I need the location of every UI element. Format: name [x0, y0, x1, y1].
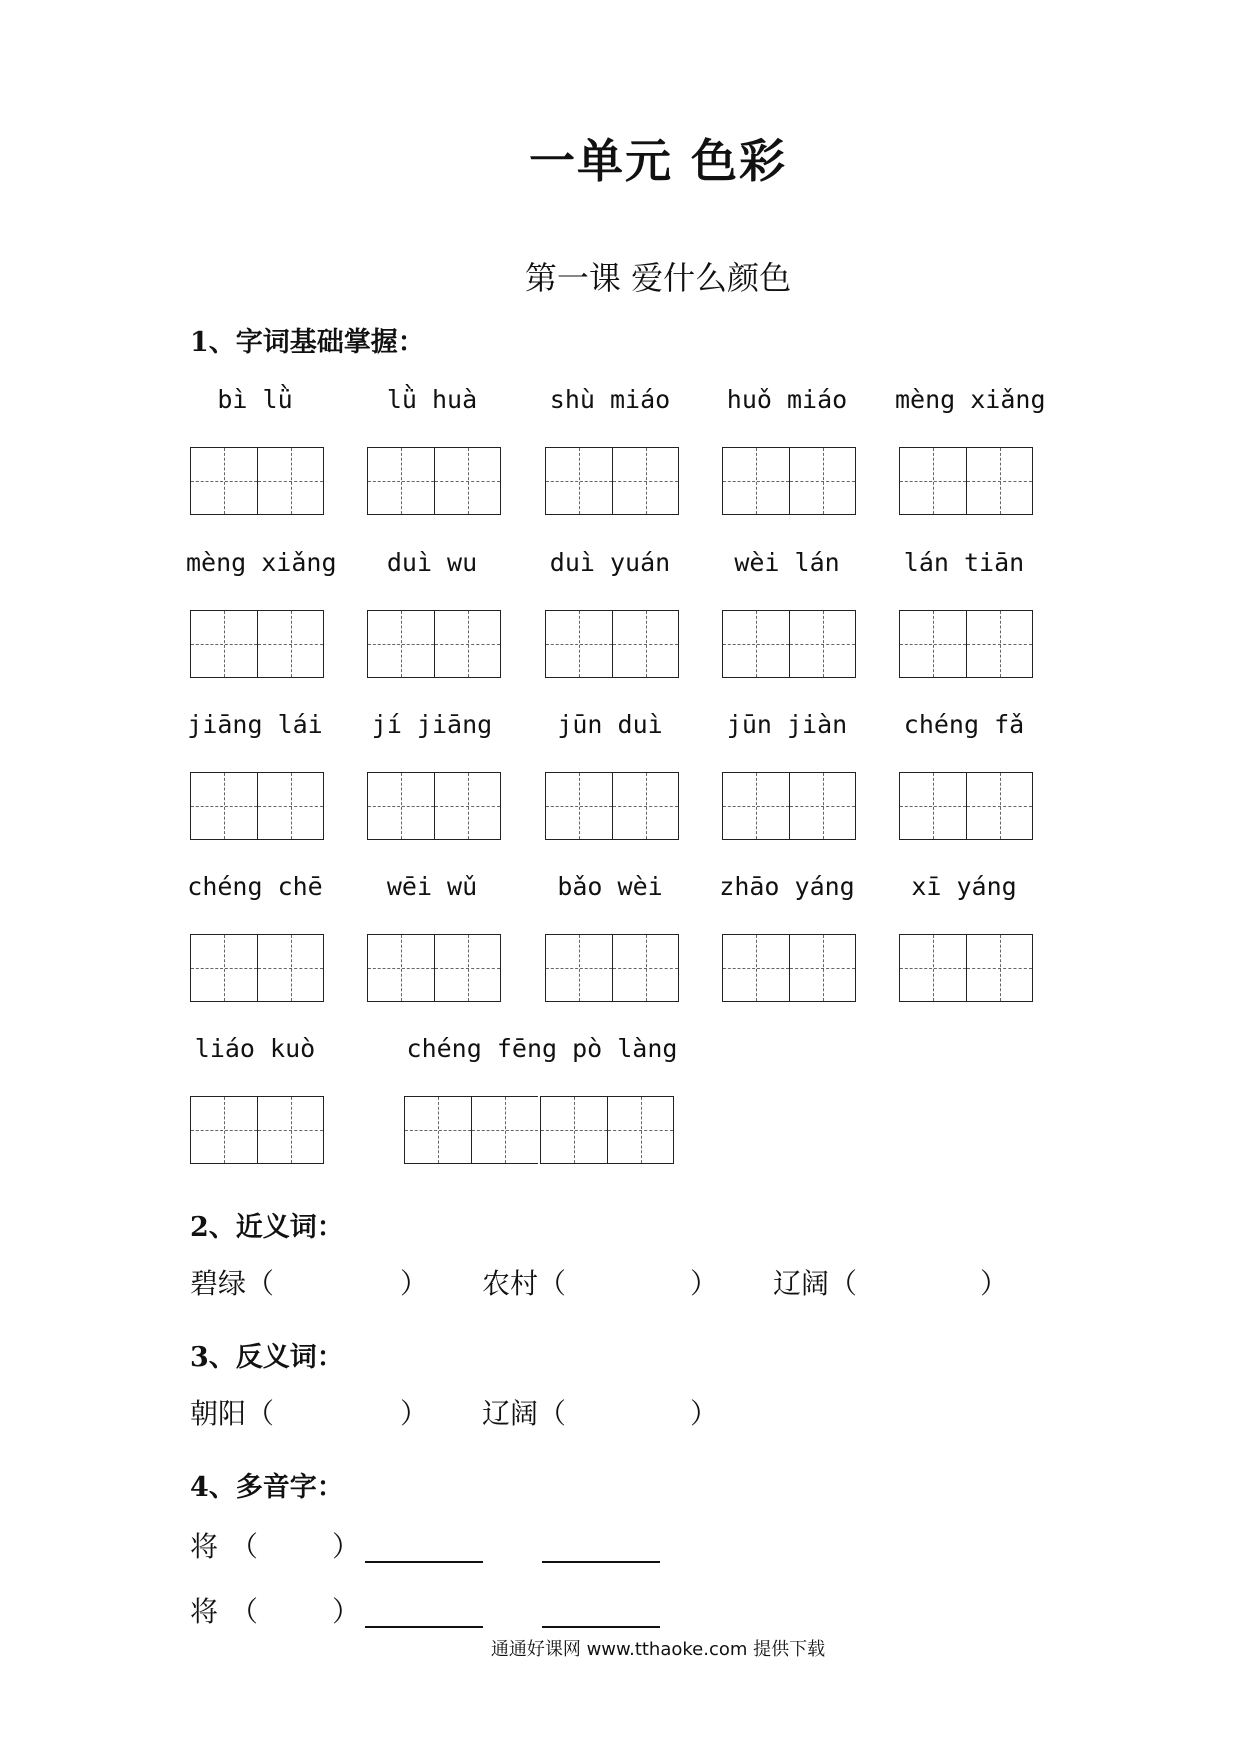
writing-cell[interactable] [722, 934, 789, 1002]
antonym-close-2: ） [690, 1397, 719, 1430]
answer-blank[interactable] [542, 1561, 660, 1563]
writing-cell[interactable] [404, 1096, 471, 1164]
writing-boxes [190, 1096, 324, 1164]
synonym-close-3: ） [980, 1267, 1009, 1300]
polyphone-char: 将 [190, 1530, 219, 1563]
writing-cell[interactable] [257, 1096, 324, 1164]
writing-boxes [190, 610, 324, 678]
vocab-pinyin: duì yuán [549, 548, 671, 577]
polyphone-open-paren: （ [230, 1595, 259, 1628]
vocab-pinyin: jí jiāng [371, 710, 493, 739]
writing-boxes [722, 610, 856, 678]
writing-cell[interactable] [966, 934, 1033, 1002]
answer-blank[interactable] [542, 1626, 660, 1628]
writing-cell[interactable] [789, 772, 856, 840]
writing-cell[interactable] [190, 1096, 257, 1164]
polyphone-open-paren: （ [230, 1530, 259, 1563]
antonym-item-1: 朝阳（ [190, 1397, 275, 1430]
writing-cell[interactable] [899, 934, 966, 1002]
writing-cell[interactable] [190, 447, 257, 515]
synonym-close-1: ） [400, 1267, 429, 1300]
writing-boxes [367, 772, 501, 840]
writing-cell[interactable] [607, 1096, 674, 1164]
writing-boxes [722, 447, 856, 515]
synonym-item-1: 碧绿（ [190, 1267, 275, 1300]
writing-cell[interactable] [367, 447, 434, 515]
writing-boxes [190, 772, 324, 840]
writing-cell[interactable] [257, 610, 324, 678]
writing-cell[interactable] [545, 772, 612, 840]
writing-boxes [899, 447, 1033, 515]
lesson-title: 第一课 爱什么颜色 [524, 259, 792, 297]
writing-cell[interactable] [612, 934, 679, 1002]
writing-cell[interactable] [367, 772, 434, 840]
vocab-pinyin: lǜ huà [386, 385, 478, 414]
vocab-pinyin: jūn jiàn [726, 710, 848, 739]
writing-boxes [404, 1096, 674, 1164]
synonym-close-2: ） [690, 1267, 719, 1300]
writing-cell[interactable] [434, 772, 501, 840]
section-heading-vocab: 1、字词基础掌握： [190, 327, 425, 358]
writing-cell[interactable] [612, 610, 679, 678]
vocab-pinyin: chéng fǎ [903, 710, 1025, 739]
writing-cell[interactable] [540, 1096, 607, 1164]
writing-cell[interactable] [899, 772, 966, 840]
writing-cell[interactable] [257, 934, 324, 1002]
synonym-item-2: 农村（ [482, 1267, 567, 1300]
writing-cell[interactable] [899, 447, 966, 515]
vocab-pinyin: zhāo yáng [719, 872, 855, 901]
vocab-pinyin: duì wu [386, 548, 478, 577]
synonym-item-3: 辽阔（ [773, 1267, 858, 1300]
vocab-pinyin: wēi wǔ [386, 872, 478, 901]
writing-cell[interactable] [789, 610, 856, 678]
writing-cell[interactable] [367, 934, 434, 1002]
writing-cell[interactable] [190, 934, 257, 1002]
writing-cell[interactable] [966, 772, 1033, 840]
antonym-close-1: ） [400, 1397, 429, 1430]
writing-cell[interactable] [257, 772, 324, 840]
vocab-pinyin: jiāng lái [187, 710, 323, 739]
vocab-pinyin: chéng chē [187, 872, 323, 901]
writing-boxes [545, 772, 679, 840]
writing-boxes [545, 934, 679, 1002]
unit-title: 一单元 色彩 [528, 134, 787, 188]
vocab-pinyin: bì lǜ [217, 385, 293, 414]
writing-cell[interactable] [722, 610, 789, 678]
vocab-pinyin: mèng xiǎng [186, 548, 337, 577]
writing-cell[interactable] [612, 772, 679, 840]
writing-cell[interactable] [434, 934, 501, 1002]
antonym-item-2: 辽阔（ [482, 1397, 567, 1430]
writing-boxes [899, 610, 1033, 678]
writing-boxes [190, 934, 324, 1002]
writing-cell[interactable] [789, 934, 856, 1002]
writing-boxes [722, 772, 856, 840]
answer-blank[interactable] [365, 1561, 483, 1563]
writing-boxes [545, 447, 679, 515]
writing-cell[interactable] [722, 772, 789, 840]
section-heading-antonyms: 3、反义词： [190, 1342, 344, 1373]
vocab-pinyin: bǎo wèi [557, 872, 663, 901]
writing-boxes [190, 447, 324, 515]
writing-cell[interactable] [257, 447, 324, 515]
vocab-pinyin: lán tiān [903, 548, 1025, 577]
polyphone-char: 将 [190, 1595, 219, 1628]
writing-cell[interactable] [612, 447, 679, 515]
vocab-pinyin: jūn duì [557, 710, 663, 739]
writing-cell[interactable] [899, 610, 966, 678]
writing-boxes [722, 934, 856, 1002]
vocab-pinyin: mèng xiǎng [895, 385, 1046, 414]
writing-cell[interactable] [545, 447, 612, 515]
writing-boxes [367, 447, 501, 515]
writing-cell[interactable] [722, 447, 789, 515]
vocab-pinyin: huǒ miáo [726, 385, 848, 414]
section-heading-polyphone: 4、多音字： [190, 1472, 344, 1503]
writing-cell[interactable] [367, 610, 434, 678]
writing-boxes [545, 610, 679, 678]
polyphone-close-paren: ） [332, 1595, 361, 1628]
section-heading-synonyms: 2、近义词： [190, 1212, 344, 1243]
writing-cell[interactable] [545, 610, 612, 678]
vocab-pinyin: shù miáo [549, 385, 671, 414]
vocab-pinyin: xī yáng [911, 872, 1017, 901]
answer-blank[interactable] [365, 1626, 483, 1628]
vocab-pinyin: liáo kuò [194, 1034, 316, 1063]
polyphone-close-paren: ） [332, 1530, 361, 1563]
footer-credit: 通通好课网 www.tthaoke.com 提供下载 [490, 1639, 826, 1660]
writing-cell[interactable] [966, 447, 1033, 515]
vocab-pinyin: chéng fēng pò làng [406, 1034, 678, 1063]
writing-boxes [899, 934, 1033, 1002]
writing-boxes [367, 610, 501, 678]
writing-cell[interactable] [190, 610, 257, 678]
writing-cell[interactable] [966, 610, 1033, 678]
writing-boxes [367, 934, 501, 1002]
writing-cell[interactable] [471, 1096, 538, 1164]
writing-boxes [899, 772, 1033, 840]
writing-cell[interactable] [545, 934, 612, 1002]
vocab-pinyin: wèi lán [734, 548, 840, 577]
writing-cell[interactable] [190, 772, 257, 840]
writing-cell[interactable] [789, 447, 856, 515]
writing-cell[interactable] [434, 447, 501, 515]
writing-cell[interactable] [434, 610, 501, 678]
